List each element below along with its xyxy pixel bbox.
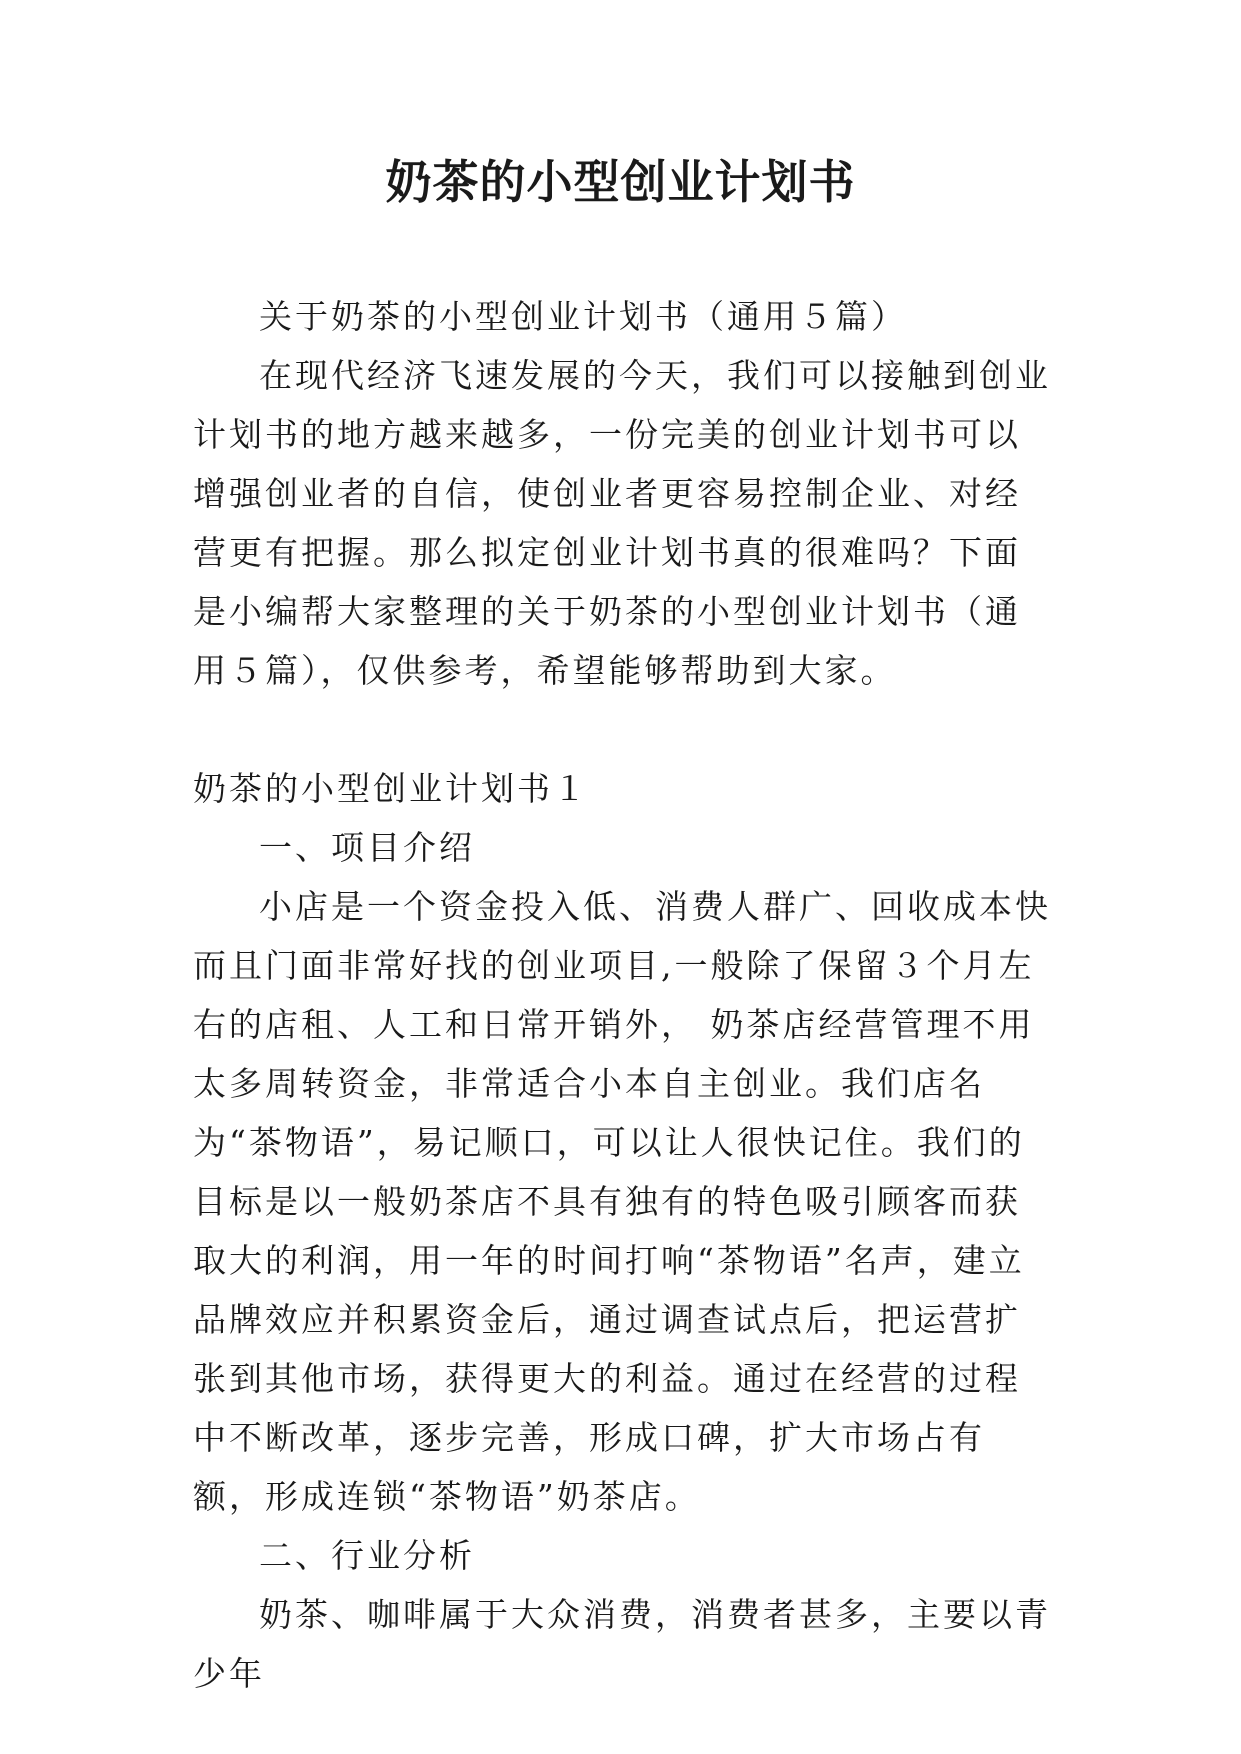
intro-paragraph: 在现代经济飞速发展的今天，我们可以接触到创业计划书的地方越来越多，一份完美的创业计划书可以增强创业者的自信，使创业者更容易控制企业、对经营更有把握。那么拟定创业计划书真的很难吗？下面是小编帮大家整理的关于奶茶的小型创业计划书（通用５篇），仅供参考，希望能够帮助到大家。 [193,356,1051,690]
project-intro-paragraph: 小店是一个资金投入低、消费人群广、回收成本快而且门面非常好找的创业项目,一般除了保留３个月左右的店租、人工和日常开销外， 奶茶店经营管理不用太多周转资金，非常适合小本自主创业。我们店名为“茶物语”，易记顺口，可以让人很快记住。我们的目标是以一般奶茶店不具有独有的特色吸引顾客而获取大的利润，用一年的时间打响“茶物语”名声，建立品牌效应并积累资金后，通过调查试点后，把运营扩张到其他市场，获得更大的利益。通过在经营的过程中不断改革，逐步完善，形成口碑，扩大市场占有额，形成连锁“茶物语”奶茶店。 [193,887,1051,1516]
subtitle-paragraph: 关于奶茶的小型创业计划书（通用５篇） [259,297,907,336]
section-title: 奶茶的小型创业计划书１ [193,769,589,808]
document-body [193,287,1051,1703]
industry-analysis-paragraph: 奶茶、咖啡属于大众消费，消费者甚多，主要以青少年 [193,1595,1051,1693]
paragraph-gap [193,700,1051,759]
heading-project-intro: 一、项目介绍 [259,828,475,867]
heading-industry-analysis: 二、行业分析 [259,1536,475,1575]
document-title: 奶茶的小型创业计划书 [385,155,856,209]
